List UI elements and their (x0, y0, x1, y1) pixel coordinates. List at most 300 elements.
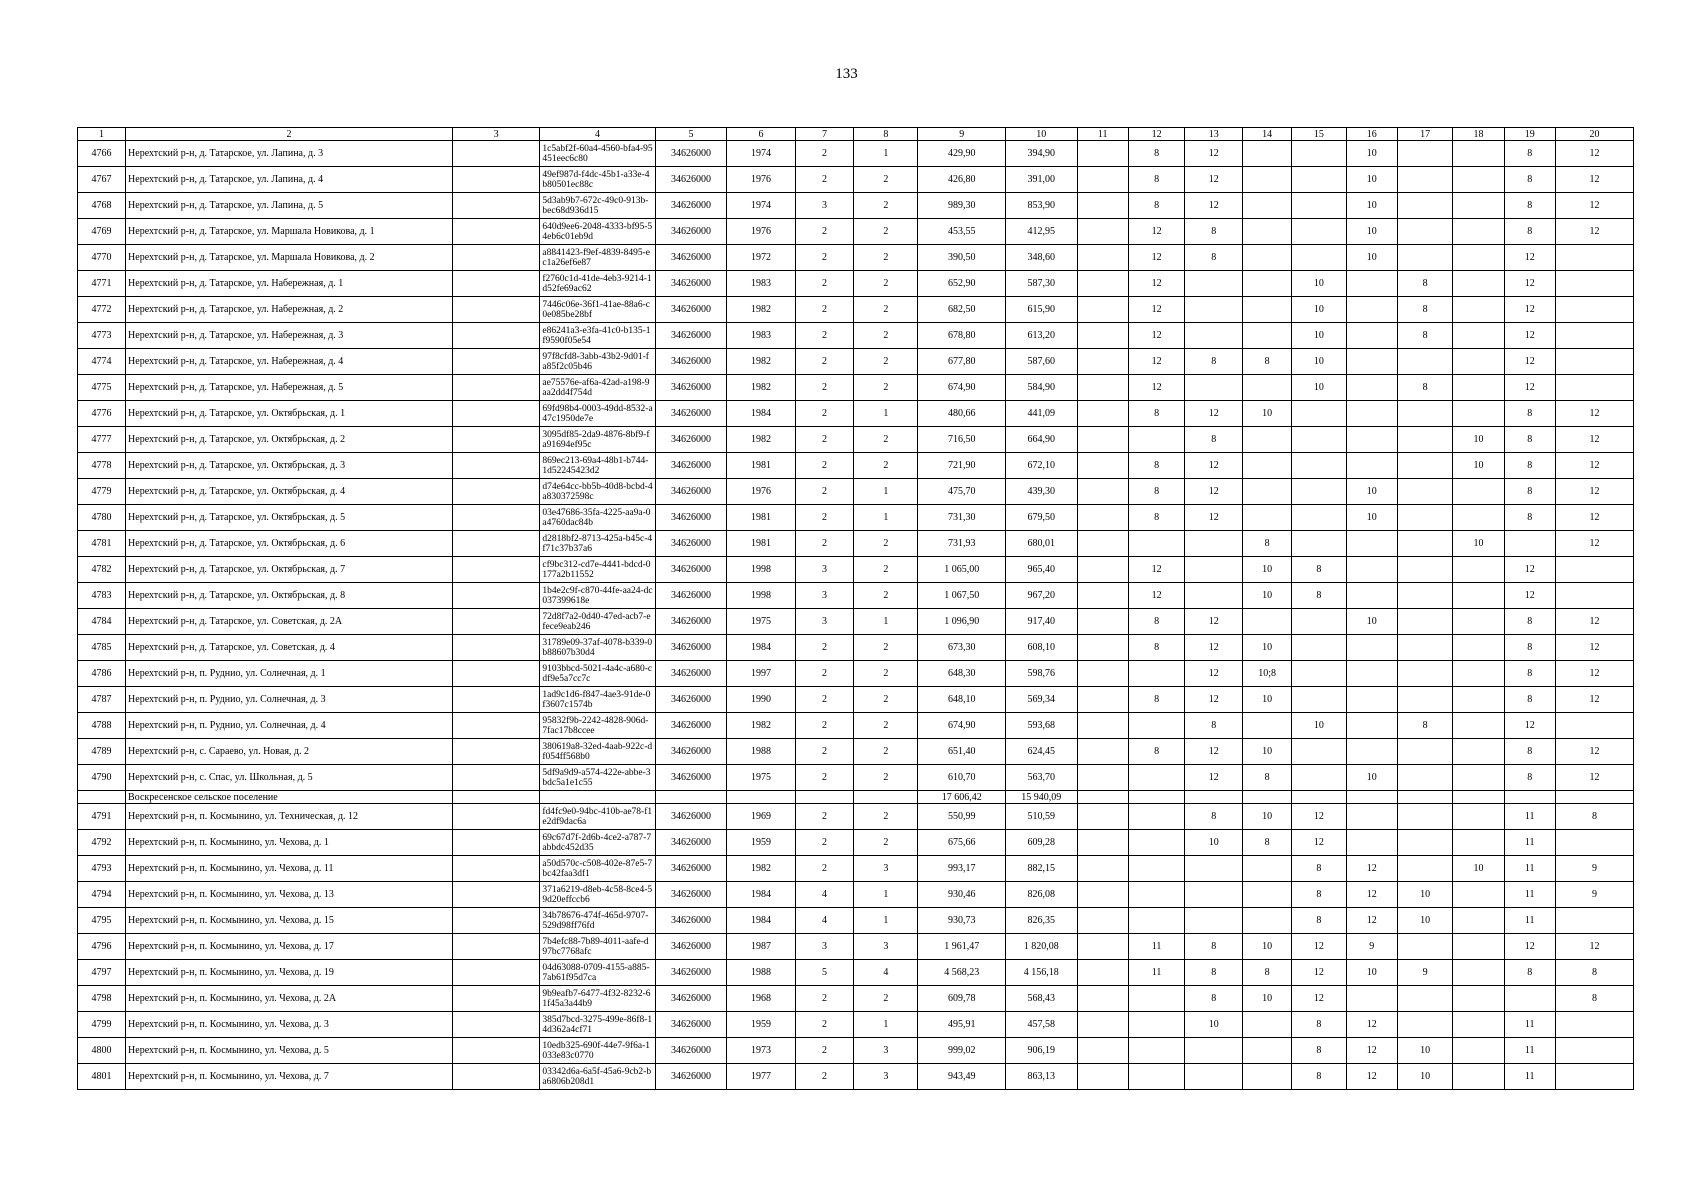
cell-col-2: Нерехтский р-н, п. Руднио, ул. Солнечная, д. 1 (126, 661, 453, 687)
page-number: 133 (835, 66, 858, 82)
cell-col-16 (1346, 986, 1397, 1012)
cell-col-9: 426,80 (918, 167, 1006, 193)
cell-col-1: 4776 (78, 401, 126, 427)
cell-col-9: 453,55 (918, 219, 1006, 245)
column-header-4: 4 (540, 128, 655, 141)
cell-col-12 (1128, 1012, 1185, 1038)
cell-col-9: 550,99 (918, 804, 1006, 830)
cell-col-16 (1346, 739, 1397, 765)
table-row (78, 986, 1634, 1012)
cell-col-4: 1b4e2c9f-c870-44fe-aa24-dc037399618e (540, 583, 655, 609)
cell-col-13: 8 (1185, 934, 1243, 960)
cell-col-14: 8 (1243, 960, 1292, 986)
cell-col-12: 8 (1128, 687, 1185, 713)
section-cell-16 (1346, 791, 1397, 804)
cell-col-14 (1243, 167, 1292, 193)
cell-col-8: 2 (854, 323, 918, 349)
cell-col-19: 11 (1504, 830, 1555, 856)
cell-col-1: 4777 (78, 427, 126, 453)
cell-col-14 (1243, 271, 1292, 297)
cell-col-9: 648,10 (918, 687, 1006, 713)
cell-col-13: 12 (1185, 505, 1243, 531)
cell-col-18 (1453, 1012, 1504, 1038)
cell-col-8: 1 (854, 882, 918, 908)
section-cell-20 (1555, 791, 1633, 804)
cell-col-2: Нерехтский р-н, д. Татарское, ул. Октябрьская, д. 3 (126, 453, 453, 479)
cell-col-15 (1292, 193, 1346, 219)
cell-col-8: 2 (854, 297, 918, 323)
cell-col-6: 1976 (727, 479, 795, 505)
cell-col-9: 677,80 (918, 349, 1006, 375)
cell-col-19: 8 (1504, 193, 1555, 219)
cell-col-16: 10 (1346, 505, 1397, 531)
cell-col-5: 34626000 (655, 557, 727, 583)
cell-col-18 (1453, 167, 1504, 193)
table-row (78, 349, 1634, 375)
cell-col-9: 989,30 (918, 193, 1006, 219)
cell-col-8: 2 (854, 830, 918, 856)
cell-col-13: 12 (1185, 635, 1243, 661)
cell-col-12: 12 (1128, 557, 1185, 583)
cell-col-8: 1 (854, 908, 918, 934)
cell-col-4: d74e64cc-bb5b-40d8-bcbd-4a830372598c (540, 479, 655, 505)
cell-col-7: 2 (795, 141, 854, 167)
cell-col-12 (1128, 804, 1185, 830)
cell-col-13: 8 (1185, 986, 1243, 1012)
cell-col-10: 439,30 (1005, 479, 1077, 505)
cell-col-12: 12 (1128, 349, 1185, 375)
cell-col-11 (1077, 453, 1128, 479)
cell-col-13 (1185, 375, 1243, 401)
cell-col-6: 1959 (727, 1012, 795, 1038)
cell-col-19: 11 (1504, 1012, 1555, 1038)
cell-col-8: 3 (854, 856, 918, 882)
cell-col-10: 587,30 (1005, 271, 1077, 297)
column-header-14: 14 (1243, 128, 1292, 141)
cell-col-9: 716,50 (918, 427, 1006, 453)
cell-col-17 (1397, 401, 1453, 427)
cell-col-8: 2 (854, 453, 918, 479)
cell-col-19: 12 (1504, 349, 1555, 375)
cell-col-2: Нерехтский р-н, д. Татарское, ул. Лапина, д. 3 (126, 141, 453, 167)
cell-col-17 (1397, 687, 1453, 713)
cell-col-3 (452, 193, 540, 219)
cell-col-2: Нерехтский р-н, п. Космынино, ул. Чехова, д. 3 (126, 1012, 453, 1038)
cell-col-13: 8 (1185, 960, 1243, 986)
cell-col-13 (1185, 271, 1243, 297)
cell-col-5: 34626000 (655, 1012, 727, 1038)
cell-col-5: 34626000 (655, 804, 727, 830)
cell-col-10: 1 820,08 (1005, 934, 1077, 960)
cell-col-4: 10edb325-690f-44e7-9f6a-1033e83c0770 (540, 1038, 655, 1064)
cell-col-5: 34626000 (655, 401, 727, 427)
table-row (78, 908, 1634, 934)
cell-col-7: 2 (795, 531, 854, 557)
cell-col-13: 8 (1185, 219, 1243, 245)
cell-col-7: 2 (795, 427, 854, 453)
cell-col-12: 8 (1128, 635, 1185, 661)
cell-col-8: 2 (854, 167, 918, 193)
cell-col-7: 2 (795, 375, 854, 401)
cell-col-11 (1077, 908, 1128, 934)
cell-col-12: 12 (1128, 271, 1185, 297)
cell-col-8: 2 (854, 557, 918, 583)
cell-col-6: 1974 (727, 193, 795, 219)
section-cell-3 (452, 791, 540, 804)
cell-col-1: 4797 (78, 960, 126, 986)
cell-col-1: 4771 (78, 271, 126, 297)
cell-col-20 (1555, 349, 1633, 375)
cell-col-1: 4768 (78, 193, 126, 219)
cell-col-15 (1292, 167, 1346, 193)
cell-col-1: 4789 (78, 739, 126, 765)
cell-col-5: 34626000 (655, 583, 727, 609)
cell-col-15: 12 (1292, 960, 1346, 986)
cell-col-6: 1982 (727, 297, 795, 323)
cell-col-15: 8 (1292, 583, 1346, 609)
cell-col-2: Нерехтский р-н, д. Татарское, ул. Советская, д. 4 (126, 635, 453, 661)
cell-col-8: 2 (854, 245, 918, 271)
section-cell-18 (1453, 791, 1504, 804)
cell-col-15: 8 (1292, 1064, 1346, 1090)
cell-col-14 (1243, 323, 1292, 349)
cell-col-11 (1077, 297, 1128, 323)
cell-col-10: 608,10 (1005, 635, 1077, 661)
cell-col-10: 568,43 (1005, 986, 1077, 1012)
cell-col-17 (1397, 856, 1453, 882)
cell-col-9: 390,50 (918, 245, 1006, 271)
cell-col-12 (1128, 713, 1185, 739)
cell-col-6: 1997 (727, 661, 795, 687)
cell-col-11 (1077, 531, 1128, 557)
cell-col-17 (1397, 830, 1453, 856)
cell-col-6: 1977 (727, 1064, 795, 1090)
cell-col-1: 4794 (78, 882, 126, 908)
cell-col-8: 2 (854, 531, 918, 557)
cell-col-19: 8 (1504, 609, 1555, 635)
cell-col-5: 34626000 (655, 219, 727, 245)
cell-col-16: 10 (1346, 960, 1397, 986)
cell-col-9: 930,73 (918, 908, 1006, 934)
cell-col-18 (1453, 479, 1504, 505)
cell-col-15 (1292, 765, 1346, 791)
cell-col-20: 12 (1555, 193, 1633, 219)
cell-col-16: 10 (1346, 765, 1397, 791)
cell-col-18: 10 (1453, 856, 1504, 882)
cell-col-12: 8 (1128, 609, 1185, 635)
cell-col-12: 8 (1128, 141, 1185, 167)
cell-col-3 (452, 765, 540, 791)
cell-col-18 (1453, 804, 1504, 830)
cell-col-10: 609,28 (1005, 830, 1077, 856)
cell-col-4: 5df9a9d9-a574-422e-abbe-3bdc5a1e1c55 (540, 765, 655, 791)
cell-col-19: 8 (1504, 960, 1555, 986)
cell-col-13: 12 (1185, 661, 1243, 687)
cell-col-4: 1ad9c1d6-f847-4ae3-91de-0f3607c1574b (540, 687, 655, 713)
cell-col-19: 8 (1504, 739, 1555, 765)
cell-col-13 (1185, 882, 1243, 908)
cell-col-4: 97f8cfd8-3abb-43b2-9d01-fa85f2c05b46 (540, 349, 655, 375)
section-cell-2: Воскресенское сельское поселение (126, 791, 453, 804)
cell-col-3 (452, 583, 540, 609)
cell-col-10: 510,59 (1005, 804, 1077, 830)
cell-col-3 (452, 167, 540, 193)
table-row (78, 219, 1634, 245)
cell-col-11 (1077, 323, 1128, 349)
cell-col-9: 609,78 (918, 986, 1006, 1012)
table-row (78, 1012, 1634, 1038)
column-header-12: 12 (1128, 128, 1185, 141)
cell-col-13: 12 (1185, 609, 1243, 635)
cell-col-16 (1346, 349, 1397, 375)
cell-col-18: 10 (1453, 427, 1504, 453)
cell-col-13: 12 (1185, 193, 1243, 219)
cell-col-19: 8 (1504, 765, 1555, 791)
cell-col-20: 12 (1555, 934, 1633, 960)
cell-col-4: 34b78676-474f-465d-9707-529d98ff76fd (540, 908, 655, 934)
cell-col-17: 8 (1397, 323, 1453, 349)
cell-col-16: 12 (1346, 1064, 1397, 1090)
cell-col-10: 457,58 (1005, 1012, 1077, 1038)
cell-col-19: 12 (1504, 934, 1555, 960)
cell-col-8: 2 (854, 713, 918, 739)
cell-col-16 (1346, 830, 1397, 856)
cell-col-4: f2760c1d-41de-4eb3-9214-1d52fe69ac62 (540, 271, 655, 297)
cell-col-14 (1243, 375, 1292, 401)
cell-col-16: 10 (1346, 167, 1397, 193)
cell-col-11 (1077, 557, 1128, 583)
cell-col-1: 4780 (78, 505, 126, 531)
table-row (78, 635, 1634, 661)
table-row (78, 505, 1634, 531)
cell-col-8: 2 (854, 765, 918, 791)
cell-col-2: Нерехтский р-н, п. Космынино, ул. Чехова, д. 19 (126, 960, 453, 986)
cell-col-16: 12 (1346, 908, 1397, 934)
cell-col-6: 1990 (727, 687, 795, 713)
cell-col-13: 8 (1185, 427, 1243, 453)
cell-col-4: 69c67d7f-2d6b-4ce2-a787-7abbdc452d35 (540, 830, 655, 856)
cell-col-13: 8 (1185, 349, 1243, 375)
cell-col-3 (452, 349, 540, 375)
cell-col-2: Нерехтский р-н, д. Татарское, ул. Октябрьская, д. 7 (126, 557, 453, 583)
cell-col-6: 1983 (727, 271, 795, 297)
cell-col-19: 8 (1504, 141, 1555, 167)
column-header-18: 18 (1453, 128, 1504, 141)
cell-col-5: 34626000 (655, 271, 727, 297)
cell-col-7: 2 (795, 297, 854, 323)
cell-col-13: 12 (1185, 401, 1243, 427)
cell-col-17 (1397, 141, 1453, 167)
cell-col-2: Нерехтский р-н, п. Космынино, ул. Чехова, д. 13 (126, 882, 453, 908)
cell-col-4: 9103bbcd-5021-4a4c-a680-cdf9e5a7cc7c (540, 661, 655, 687)
cell-col-11 (1077, 349, 1128, 375)
cell-col-14 (1243, 219, 1292, 245)
cell-col-18 (1453, 505, 1504, 531)
cell-col-19: 11 (1504, 1064, 1555, 1090)
cell-col-6: 1984 (727, 908, 795, 934)
section-cell-14 (1243, 791, 1292, 804)
cell-col-4: 95832f9b-2242-4828-906d-7fac17b8ccee (540, 713, 655, 739)
cell-col-11 (1077, 713, 1128, 739)
cell-col-11 (1077, 583, 1128, 609)
cell-col-7: 2 (795, 349, 854, 375)
cell-col-6: 1969 (727, 804, 795, 830)
cell-col-9: 1 067,50 (918, 583, 1006, 609)
cell-col-2: Нерехтский р-н, д. Татарское, ул. Набережная, д. 2 (126, 297, 453, 323)
cell-col-19: 8 (1504, 505, 1555, 531)
table-row (78, 765, 1634, 791)
cell-col-9: 648,30 (918, 661, 1006, 687)
cell-col-4: 7446c06e-36f1-41ae-88a6-c0e085be28bf (540, 297, 655, 323)
cell-col-2: Нерехтский р-н, д. Татарское, ул. Советская, д. 2А (126, 609, 453, 635)
cell-col-17 (1397, 453, 1453, 479)
cell-col-9: 652,90 (918, 271, 1006, 297)
cell-col-18 (1453, 297, 1504, 323)
cell-col-8: 2 (854, 193, 918, 219)
cell-col-7: 2 (795, 713, 854, 739)
cell-col-10: 664,90 (1005, 427, 1077, 453)
cell-col-9: 721,90 (918, 453, 1006, 479)
cell-col-14: 10 (1243, 557, 1292, 583)
cell-col-20: 8 (1555, 804, 1633, 830)
cell-col-14 (1243, 609, 1292, 635)
cell-col-3 (452, 219, 540, 245)
cell-col-10: 412,95 (1005, 219, 1077, 245)
cell-col-20: 12 (1555, 453, 1633, 479)
cell-col-18 (1453, 141, 1504, 167)
section-cell-11 (1077, 791, 1128, 804)
cell-col-9: 993,17 (918, 856, 1006, 882)
cell-col-5: 34626000 (655, 765, 727, 791)
column-header-5: 5 (655, 128, 727, 141)
cell-col-20: 9 (1555, 882, 1633, 908)
table-row (78, 713, 1634, 739)
cell-col-12: 12 (1128, 297, 1185, 323)
cell-col-13 (1185, 323, 1243, 349)
cell-col-7: 2 (795, 661, 854, 687)
cell-col-10: 826,08 (1005, 882, 1077, 908)
cell-col-17 (1397, 505, 1453, 531)
cell-col-16: 10 (1346, 609, 1397, 635)
cell-col-5: 34626000 (655, 167, 727, 193)
cell-col-9: 682,50 (918, 297, 1006, 323)
cell-col-13 (1185, 297, 1243, 323)
cell-col-10: 615,90 (1005, 297, 1077, 323)
cell-col-15: 10 (1292, 297, 1346, 323)
cell-col-17: 8 (1397, 713, 1453, 739)
cell-col-12 (1128, 427, 1185, 453)
cell-col-19: 11 (1504, 1038, 1555, 1064)
cell-col-9: 731,93 (918, 531, 1006, 557)
column-header-13: 13 (1185, 128, 1243, 141)
cell-col-20 (1555, 323, 1633, 349)
cell-col-15 (1292, 505, 1346, 531)
cell-col-11 (1077, 934, 1128, 960)
cell-col-2: Нерехтский р-н, п. Космынино, ул. Чехова, д. 1 (126, 830, 453, 856)
cell-col-7: 4 (795, 908, 854, 934)
section-cell-1 (78, 791, 126, 804)
cell-col-12 (1128, 1064, 1185, 1090)
cell-col-4: 380619a8-32ed-4aab-922c-df054ff568b0 (540, 739, 655, 765)
section-cell-5 (655, 791, 727, 804)
cell-col-20 (1555, 583, 1633, 609)
cell-col-20 (1555, 245, 1633, 271)
cell-col-17 (1397, 1012, 1453, 1038)
cell-col-8: 2 (854, 271, 918, 297)
cell-col-5: 34626000 (655, 141, 727, 167)
cell-col-1: 4772 (78, 297, 126, 323)
cell-col-12 (1128, 1038, 1185, 1064)
cell-col-17 (1397, 557, 1453, 583)
cell-col-2: Нерехтский р-н, д. Татарское, ул. Набережная, д. 4 (126, 349, 453, 375)
cell-col-4: 385d7bcd-3275-499e-86f8-14d362a4cf71 (540, 1012, 655, 1038)
table-row (78, 297, 1634, 323)
cell-col-17 (1397, 765, 1453, 791)
cell-col-3 (452, 505, 540, 531)
cell-col-4: 869ec213-69a4-48b1-b744-1d52245423d2 (540, 453, 655, 479)
cell-col-20: 12 (1555, 635, 1633, 661)
cell-col-20: 8 (1555, 960, 1633, 986)
cell-col-2: Нерехтский р-н, д. Татарское, ул. Октябрьская, д. 1 (126, 401, 453, 427)
section-cell-13 (1185, 791, 1243, 804)
section-cell-10: 15 940,09 (1005, 791, 1077, 804)
cell-col-14: 10;8 (1243, 661, 1292, 687)
table-row (78, 531, 1634, 557)
cell-col-11 (1077, 167, 1128, 193)
cell-col-20 (1555, 1038, 1633, 1064)
cell-col-2: Нерехтский р-н, д. Татарское, ул. Маршала Новикова, д. 1 (126, 219, 453, 245)
cell-col-11 (1077, 505, 1128, 531)
cell-col-19: 11 (1504, 856, 1555, 882)
cell-col-6: 1984 (727, 882, 795, 908)
cell-col-14: 10 (1243, 635, 1292, 661)
cell-col-18 (1453, 583, 1504, 609)
cell-col-11 (1077, 739, 1128, 765)
cell-col-7: 3 (795, 583, 854, 609)
cell-col-3 (452, 453, 540, 479)
cell-col-1: 4785 (78, 635, 126, 661)
cell-col-16: 12 (1346, 856, 1397, 882)
cell-col-18 (1453, 193, 1504, 219)
cell-col-13: 12 (1185, 453, 1243, 479)
cell-col-16 (1346, 557, 1397, 583)
cell-col-14: 10 (1243, 583, 1292, 609)
cell-col-3 (452, 882, 540, 908)
cell-col-5: 34626000 (655, 661, 727, 687)
cell-col-14 (1243, 1038, 1292, 1064)
cell-col-1: 4779 (78, 479, 126, 505)
cell-col-8: 1 (854, 141, 918, 167)
cell-col-15 (1292, 427, 1346, 453)
cell-col-17 (1397, 661, 1453, 687)
cell-col-17 (1397, 531, 1453, 557)
column-header-11: 11 (1077, 128, 1128, 141)
cell-col-2: Нерехтский р-н, с. Спас, ул. Школьная, д. 5 (126, 765, 453, 791)
cell-col-2: Нерехтский р-н, д. Татарское, ул. Октябрьская, д. 5 (126, 505, 453, 531)
cell-col-11 (1077, 193, 1128, 219)
cell-col-11 (1077, 635, 1128, 661)
cell-col-20: 9 (1555, 856, 1633, 882)
cell-col-7: 2 (795, 1038, 854, 1064)
cell-col-3 (452, 271, 540, 297)
cell-col-8: 2 (854, 349, 918, 375)
table-row (78, 609, 1634, 635)
cell-col-20: 12 (1555, 661, 1633, 687)
table-row (78, 141, 1634, 167)
cell-col-2: Нерехтский р-н, п. Космынино, ул. Техническая, д. 12 (126, 804, 453, 830)
cell-col-14 (1243, 505, 1292, 531)
section-cell-17 (1397, 791, 1453, 804)
